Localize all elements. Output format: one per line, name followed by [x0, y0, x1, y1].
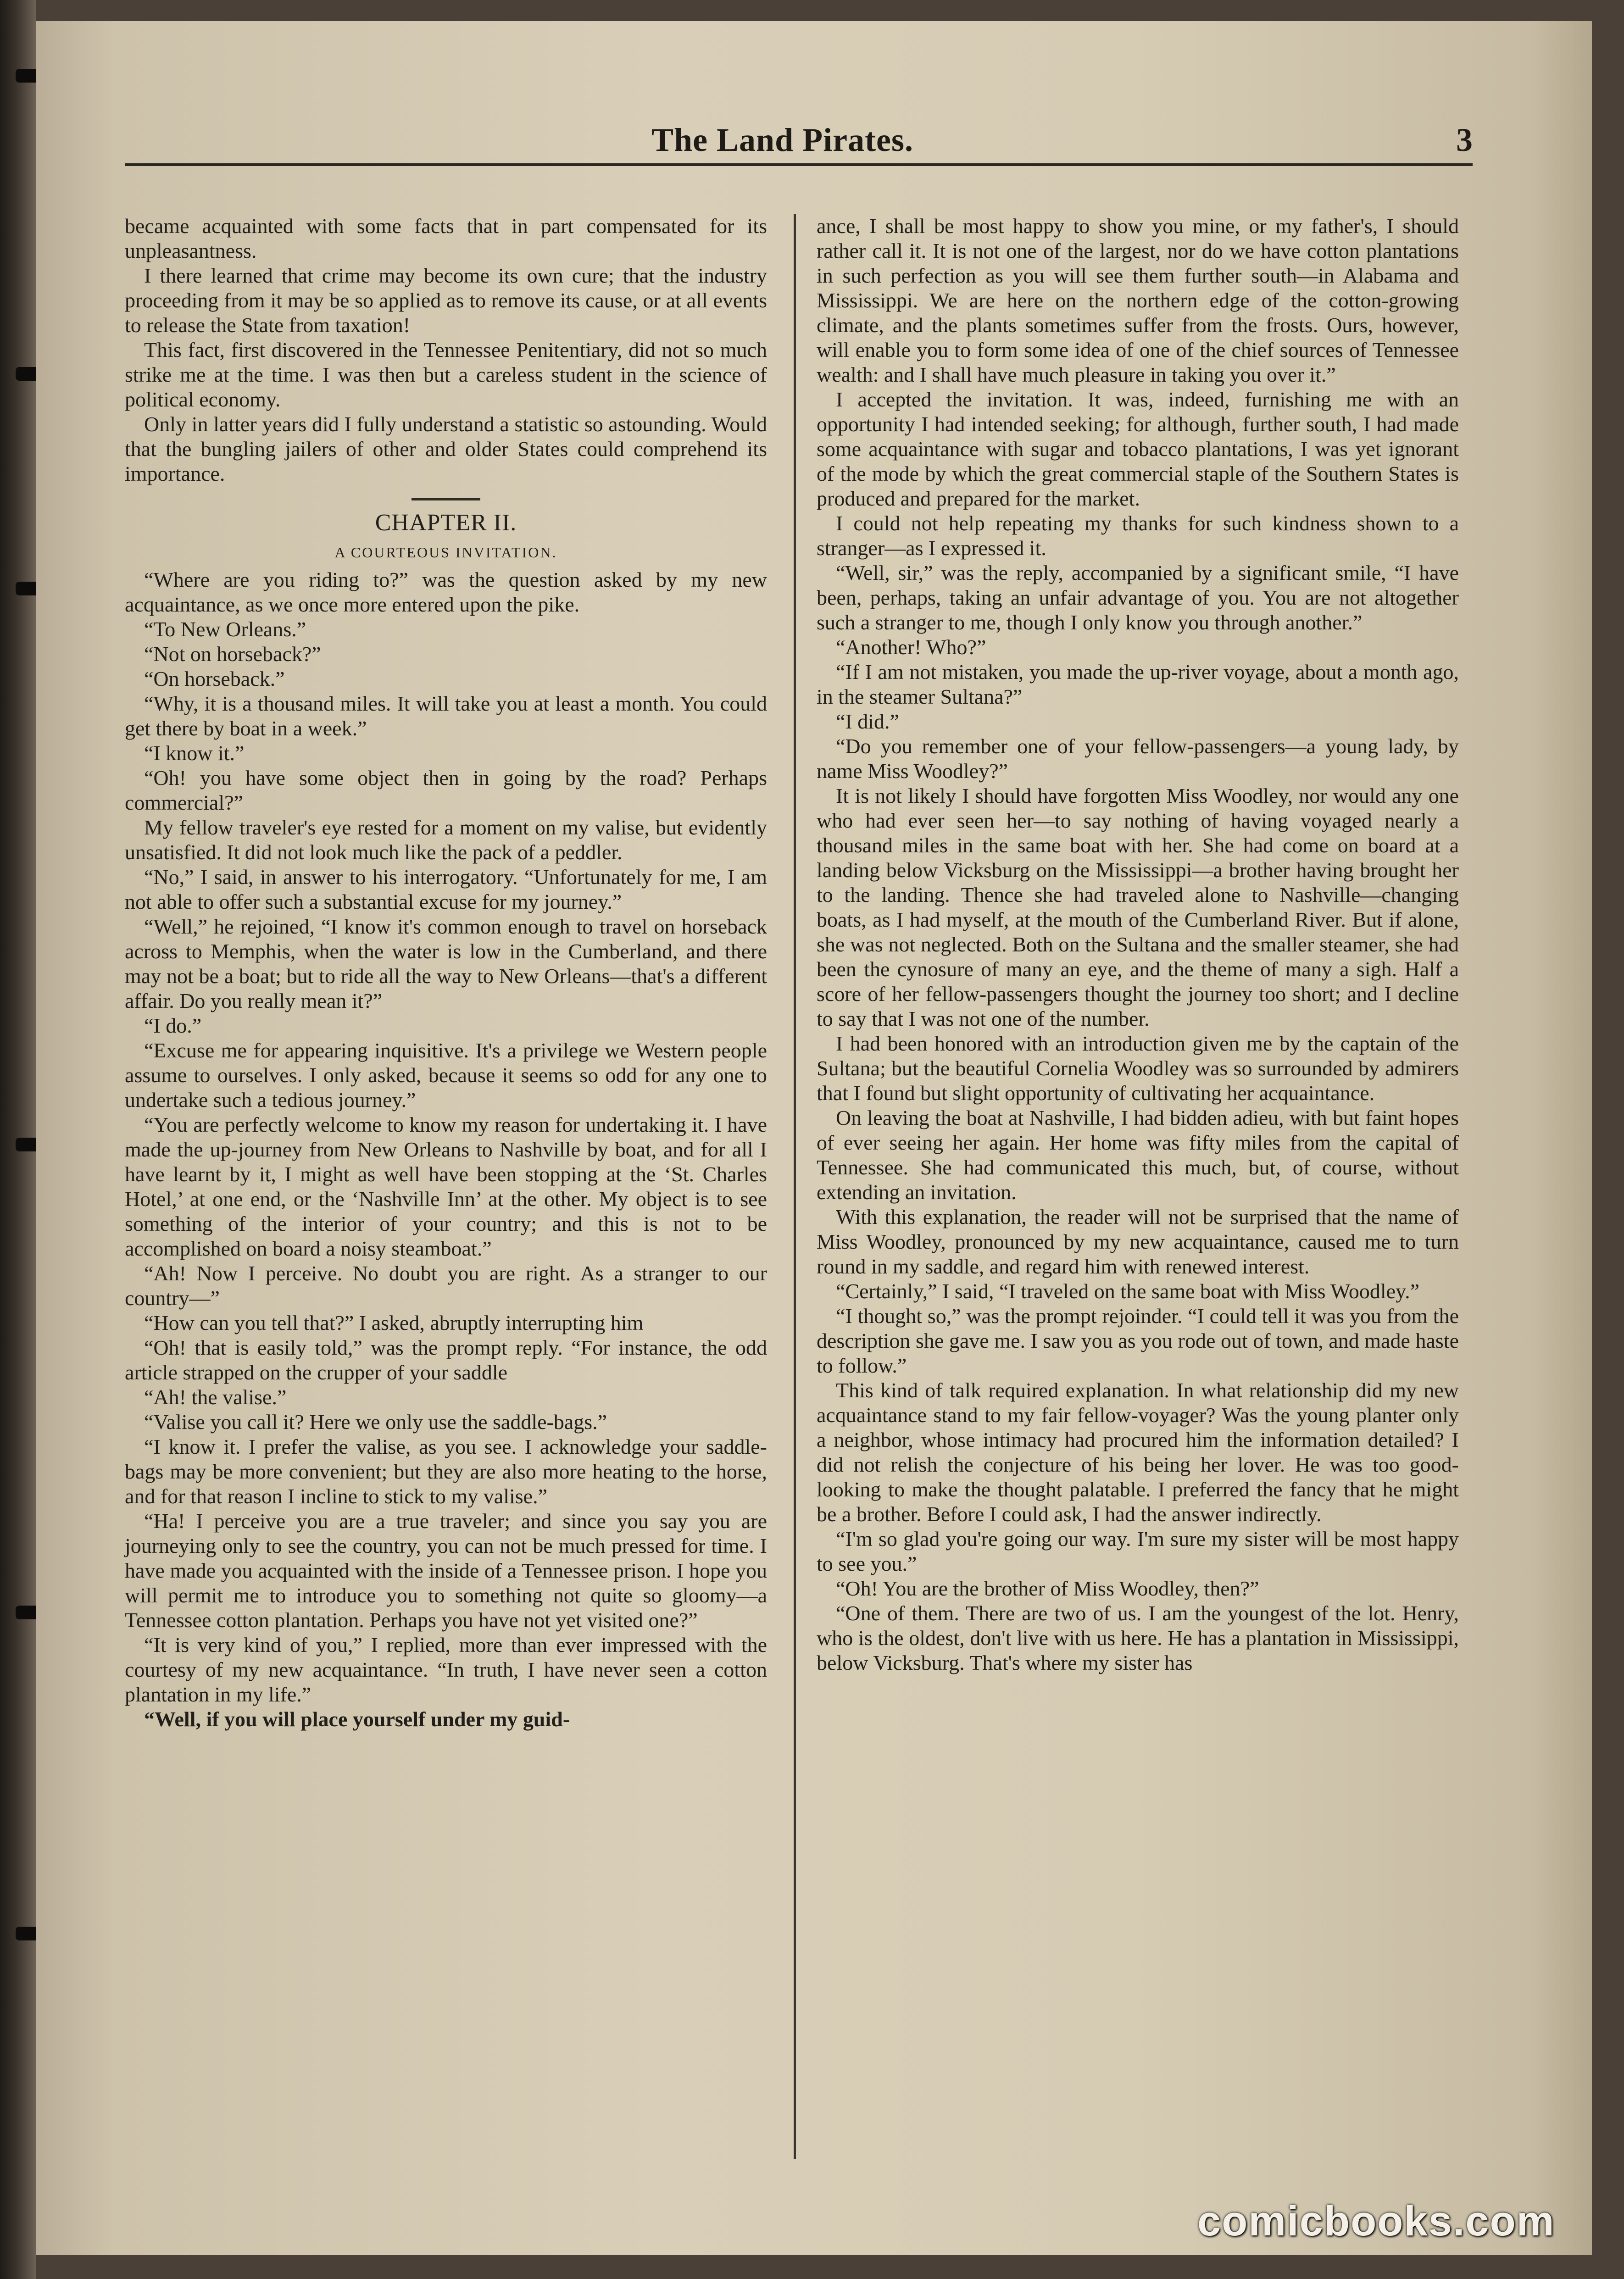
paragraph: I accepted the invitation. It was, indeed, furnishing me with an opportunity I had intended seeking; for although, further south, I had made some acquaintance with sugar and tobacco plantations, I was yet ignorant of the mode by which the great commercial staple of the Southern States is produced and prepared for the market. [817, 388, 1459, 510]
right-column [817, 214, 1459, 1675]
paragraph: “On horseback.” [144, 667, 285, 690]
paragraph: “I did.” [836, 710, 899, 733]
paragraph: “Ah! the valise.” [144, 1385, 287, 1409]
paragraph: “How can you tell that?” I asked, abruptly interrupting him [144, 1311, 644, 1334]
paragraph: This kind of talk required explanation. In what relationship did my new acquaintance stand to my fair fellow-voyager? Was the young planter only a neighbor, whose intimacy had procured him the information detailed? I did not relish the conjecture of his being her lover. He was too good-looking to make the thought palatable. I preferred the fancy that he might be a brother. Before I could ask, I had the answer indirectly. [817, 1379, 1459, 1526]
paragraph: This fact, first discovered in the Tennessee Penitentiary, did not so much strike me at the time. I was then but a careless student in the science of political economy. [125, 338, 767, 411]
paragraph: “You are perfectly welcome to know my reason for undertaking it. I have made the up-journey from New Orleans to Nashville by boat, and for all I have learnt by it, I might as well have been stopping at the ‘St. Charles Hotel,’ at one end, or the ‘Nashville Inn’ at the other. My object is to see something of the interior of your country; and this is not to be accomplished on board a noisy steamboat.” [125, 1113, 767, 1260]
paragraph: “Do you remember one of your fellow-passengers—a young lady, by name Miss Woodley?” [817, 734, 1459, 783]
header-rule [125, 163, 1473, 166]
paragraph: “Why, it is a thousand miles. It will take you at least a month. You could get there by boat in a week.” [125, 692, 767, 740]
paragraph: “I thought so,” was the prompt rejoinder. “I could tell it was you from the description she gave me. I saw you as you rode out of town, and made haste to follow.” [817, 1304, 1459, 1377]
paragraph: “One of them. There are two of us. I am the youngest of the lot. Henry, who is the oldest, don't live with us here. He has a plantation in Mississippi, below Vicksburg. That's where my sister has [817, 1601, 1459, 1674]
site-watermark: comicbooks.com [1197, 2198, 1555, 2245]
paragraph: “Ha! I perceive you are a true traveler; and since you say you are journeying only to see the country, you can not be much pressed for time. I have made you acquainted with the inside of a Tennessee prison. I hope you will permit me to introduce you to something not quite so gloomy—a Tennessee cotton plantation. Perhaps you have not yet visited one?” [125, 1509, 767, 1632]
paragraph: “If I am not mistaken, you made the up-river voyage, about a month ago, in the steamer Sultana?” [817, 660, 1459, 708]
paragraph: “I'm so glad you're going our way. I'm sure my sister will be most happy to see you.” [817, 1527, 1459, 1575]
paragraph: I there learned that crime may become its own cure; that the industry proceeding from it may be so applied as to remove its cause, or at all events to release the State from taxation! [125, 264, 767, 337]
left-column [125, 214, 767, 1732]
column-rule [794, 214, 796, 2159]
paragraph: ance, I shall be most happy to show you mine, or my father's, I should rather call it. It is not one of the largest, nor do we have cotton plantations in such perfection as you will see them further south—in Alabama and Mississippi. We are here on the northern edge of the cotton-growing climate, and the plants sometimes suffer from the frosts. Ours, however, will enable you to form some idea of one of the chief sources of Tennessee wealth: and I shall have much pleasure in taking you over it.” [817, 214, 1459, 386]
paragraph: I could not help repeating my thanks for such kindness shown to a stranger—as I expressed it. [817, 511, 1459, 560]
paragraph: My fellow traveler's eye rested for a moment on my valise, but evidently unsatisfied. It did not look much like the pack of a peddler. [125, 816, 767, 864]
paragraph: “Well, sir,” was the reply, accompanied by a significant smile, “I have been, perhaps, taking an unfair advantage of you. You are not altogether such a stranger to me, though I only know you through another.” [817, 561, 1459, 634]
chapter-subtitle: A COURTEOUS INVITATION. [334, 544, 557, 561]
paragraph: I had been honored with an introduction given me by the captain of the Sultana; but the beautiful Cornelia Woodley was so surrounded by admirers that I found but slight opportunity of cultivating her acquaintance. [817, 1032, 1459, 1105]
running-header [124, 110, 1473, 161]
paragraph: “Where are you riding to?” was the question asked by my new acquaintance, as we once more entered upon the pike. [125, 568, 767, 616]
paragraph: “Another! Who?” [836, 635, 986, 659]
paragraph: “I know it. I prefer the valise, as you see. I acknowledge your saddle-bags may be more convenient; but they are also more heating to the horse, and for that reason I incline to stick to my valise.” [125, 1435, 767, 1508]
paragraph: “No,” I said, in answer to his interrogatory. “Unfortunately for me, I am not able to offer such a substantial excuse for my journey.” [125, 865, 767, 913]
paragraph: With this explanation, the reader will not be surprised that the name of Miss Woodley, pronounced by my new acquaintance, caused me to turn round in my saddle, and regard him with renewed interest. [817, 1205, 1459, 1278]
paragraph: “Valise you call it? Here we only use the saddle-bags.” [144, 1410, 607, 1434]
paragraph: “I know it.” [144, 741, 245, 765]
book-binding [0, 0, 36, 2279]
paragraph: “Well, if you will place yourself under my guid- [144, 1707, 570, 1731]
paragraph: “Oh! that is easily told,” was the prompt reply. “For instance, the odd article strapped on the crupper of your saddle [125, 1336, 767, 1384]
running-title: The Land Pirates. [651, 122, 914, 158]
paragraph: “To New Orleans.” [144, 617, 306, 641]
paragraph: “Certainly,” I said, “I traveled on the same boat with Miss Woodley.” [836, 1279, 1420, 1303]
paragraph: “Oh! you have some object then in going by the road? Perhaps commercial?” [125, 766, 767, 814]
paragraph: “It is very kind of you,” I replied, more than ever impressed with the courtesy of my new acquaintance. “In truth, I have never seen a cotton plantation in my life.” [125, 1633, 767, 1706]
paragraph: “Ah! Now I perceive. No doubt you are right. As a stranger to our country—” [125, 1262, 767, 1310]
paragraph: “Not on horseback?” [144, 642, 321, 666]
paragraph: “Excuse me for appearing inquisitive. It's a privilege we Western people assume to ourselves. I only asked, because it seems so odd for any one to undertake such a tedious journey.” [125, 1039, 767, 1112]
paragraph: “Well,” he rejoined, “I know it's common enough to travel on horseback across to Memphis, when the water is low in the Cumberland, and there may not be a boat; but to ride all the way to New Orleans—that's a different affair. Do you really mean it?” [125, 915, 767, 1012]
chapter-title: CHAPTER II. [375, 510, 517, 536]
paragraph: “Oh! You are the brother of Miss Woodley, then?” [836, 1577, 1259, 1600]
page-number: 3 [1456, 122, 1473, 158]
paragraph: “I do.” [144, 1014, 202, 1037]
paragraph: It is not likely I should have forgotten Miss Woodley, nor would any one who had ever seen her—to say nothing of having voyaged nearly a thousand miles in the same boat with her. She had come on board at a landing below Vicksburg on the Mississippi—a brother having brought her to the landing. Thence she had traveled alone to Nashville—changing boats, as I had myself, at the mouth of the Cumberland River. But if alone, she was not neglected. Both on the Sultana and the smaller steamer, she had been the cynosure of many an eye, and the theme of many a sigh. Half a score of her fellow-passengers thought the journey too short; and I decline to say that I was not one of the number. [817, 784, 1459, 1030]
paragraph: On leaving the boat at Nashville, I had bidden adieu, with but faint hopes of ever seeing her again. Her home was fifty miles from the capital of Tennessee. She had communicated this much, but, of course, without extending an invitation. [817, 1106, 1459, 1204]
paragraph: became acquainted with some facts that in part compensated for its unpleasantness. [125, 214, 767, 262]
paragraph: Only in latter years did I fully understand a statistic so astounding. Would that the bungling jailers of other and older States could comprehend its importance. [125, 412, 767, 485]
section-separator [412, 498, 480, 500]
